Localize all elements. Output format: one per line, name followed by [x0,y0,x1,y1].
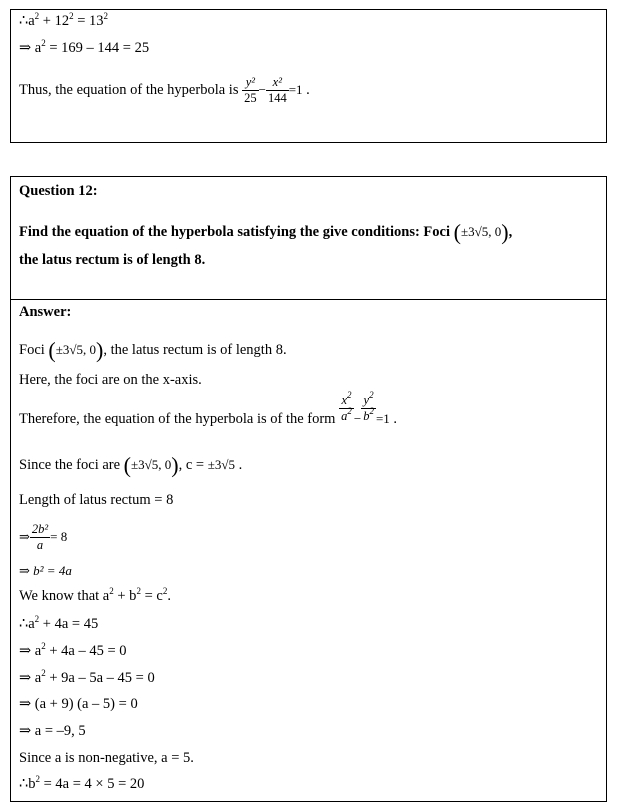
question-text: Find the equation of the hyperbola satisfying the give conditions: Foci (±3√5, 0), [19,219,513,245]
answer-line: $\therefore b^2 = 4a = 4 \times 5 = 20$ [19,774,145,792]
text: =1 [288,82,303,97]
answer-line: We know that $a^2 + b^2 = c^2$. [19,586,171,604]
conclusion-line: Thus, the equation of the hyperbola is $\frac{\text{y²}}{25}$ − $\frac{\text{x²}}{144}$ =1 . [19,75,310,106]
denominator: a [36,538,44,553]
divider [11,299,606,300]
text: , the latus rectum is of length 8. [103,342,287,358]
text: ∴b [19,776,36,792]
answer-line: Therefore, the equation of the hyperbola is of the form $\frac{x^2}{a^2}$ − $\frac{y^2}{b^2}$ =1 . [19,390,398,427]
answer-line: ⇒ (a + 9) (a – 5) = 0 [19,696,138,712]
answer-line: Since the foci are (±3√5, 0), c = ±3√5 . [19,452,243,478]
answer-line: Length of latus rectum = 8 [19,492,174,508]
denominator: 25 [244,91,257,106]
text: = 8 [50,529,68,544]
equation-line: ⇒ $a^2 = 169 - 144 = 25$ [19,38,150,56]
previous-answer-box [10,9,607,143]
text: + 4a = 45 [39,616,99,632]
answer-line: ⇒ $a^2 + 4a - 45 = 0$ [19,641,127,659]
text: + 4a – 45 = 0 [45,643,127,659]
equation-line: $\therefore a^2 + 12^2 = 13^2$ [19,11,109,29]
answer-line: ⇒ a = –9, 5 [19,723,86,739]
text: + 9a – 5a – 45 = 0 [45,670,155,686]
text: ⇒ a [19,643,42,659]
text: ⇒ a [19,40,42,56]
answer-line: ⇒ $\frac{\text{2b²}}{a}$ = 8 [19,522,68,553]
fraction [242,75,259,106]
numerator: y² [242,75,259,91]
text: Thus, the equation of the hyperbola is [19,82,239,98]
answer-line: ⇒ $a^2 + 9a - 5a - 45 = 0$ [19,668,155,686]
foci-value: ±3√5, 0 [460,224,502,239]
text: Therefore, the equation of the hyperbola is of the form [19,411,336,427]
answer-line: ⇒ b² = 4a [19,563,72,578]
numerator: x² [266,75,289,91]
text: , c = [178,457,205,473]
answer-line: Here, the foci are on the x-axis. [19,372,202,388]
text: ⇒ a [19,670,42,686]
denominator: 144 [267,91,287,106]
text: Since the foci are [19,457,121,473]
text: ∴a [19,616,35,632]
fraction: $\frac{y^2}{b^2}$ [363,390,374,424]
c-value: ±3√5 [207,457,236,472]
text: + 12 [39,13,70,29]
answer-heading: Answer: [19,304,72,320]
question-answer-box [10,176,607,802]
text: = 4a = 4 × 5 = 20 [39,776,145,792]
fraction [30,522,50,553]
text: = 13 [73,13,104,29]
foci-value: ±3√5, 0 [131,457,172,472]
text: ∴a [19,13,35,29]
text: Find the equation of the hyperbola satisfying the give conditions: Foci [19,224,450,240]
answer-line: Foci (±3√5, 0), the latus rectum is of length 8. [19,337,287,363]
text: We know that a [19,588,110,604]
numerator: 2b² [31,522,49,537]
question-heading: Question 12: [19,183,98,199]
text: Foci [19,342,45,358]
answer-line: $\therefore a^2 + 4a = 45$ [19,614,99,632]
text: = c [140,588,163,604]
fraction: $\frac{x^2}{a^2}$ [341,390,352,424]
question-text: the latus rectum is of length 8. [19,252,206,268]
foci-value: ±3√5, 0 [55,342,97,357]
text: + b [113,588,137,604]
fraction [266,75,289,106]
text: = 169 – 144 = 25 [45,40,150,56]
answer-line: Since a is non-negative, a = 5. [19,750,194,766]
